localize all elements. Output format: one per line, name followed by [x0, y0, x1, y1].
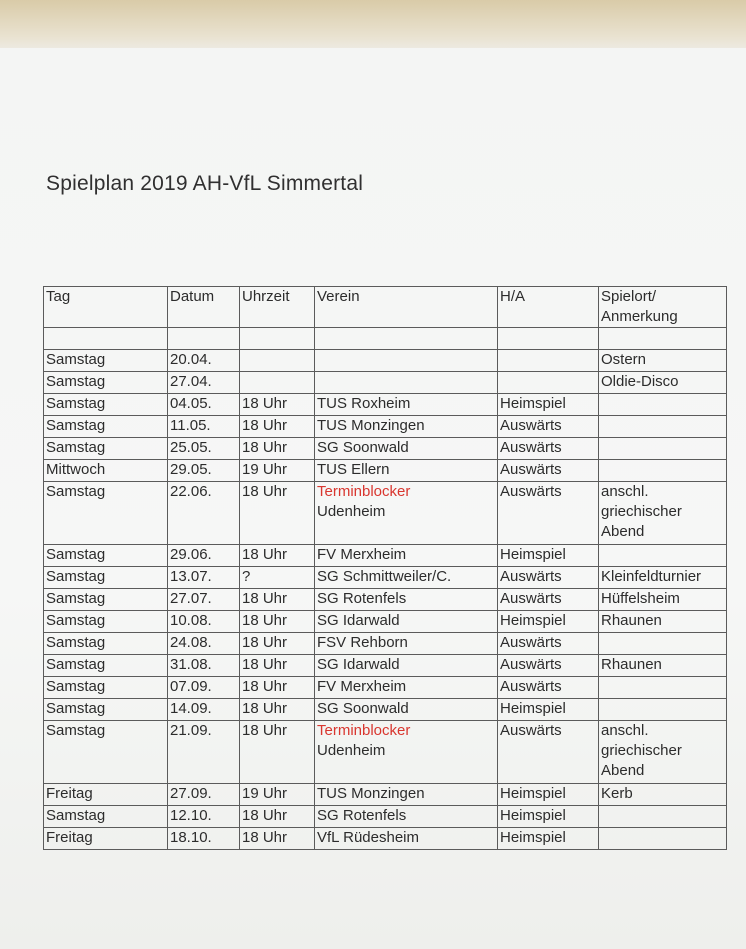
cell-datum: 07.09. [168, 677, 240, 699]
table-row [44, 611, 727, 633]
cell-verein [315, 611, 498, 633]
header-spielort: Spielort/ Anmerkung [599, 287, 727, 328]
cell-datum: 13.07. [168, 567, 240, 589]
table-row [44, 460, 727, 482]
club-name-secondary: Udenheim [317, 503, 386, 520]
cell-ha: Auswärts [498, 482, 599, 545]
cell-ha: Heimspiel [498, 784, 599, 806]
cell-spielort [599, 699, 727, 721]
schedule-table [43, 286, 727, 850]
cell-datum: 18.10. [168, 828, 240, 850]
cell-tag: Samstag [44, 806, 168, 828]
cell-spielort: Kleinfeldturnier [599, 567, 727, 589]
cell-datum: 27.04. [168, 372, 240, 394]
cell-spielort [599, 828, 727, 850]
club-name: TUS Monzingen [317, 417, 425, 434]
cell-ha: Heimspiel [498, 394, 599, 416]
cell-verein [315, 567, 498, 589]
cell-uhrzeit: 18 Uhr [240, 545, 315, 567]
cell-datum: 04.05. [168, 394, 240, 416]
club-name: Terminblocker [317, 483, 411, 500]
empty-cell [44, 328, 168, 350]
cell-ha: Auswärts [498, 655, 599, 677]
header-verein: Verein [315, 287, 498, 328]
cell-tag: Samstag [44, 677, 168, 699]
cell-uhrzeit: 18 Uhr [240, 633, 315, 655]
cell-ha: Heimspiel [498, 806, 599, 828]
cell-verein [315, 482, 498, 545]
club-name: FSV Rehborn [317, 634, 408, 651]
cell-spielort [599, 460, 727, 482]
cell-verein [315, 372, 498, 394]
table-row [44, 784, 727, 806]
cell-verein [315, 416, 498, 438]
cell-ha: Auswärts [498, 633, 599, 655]
club-name: SG Soonwald [317, 439, 409, 456]
cell-uhrzeit: 18 Uhr [240, 611, 315, 633]
cell-uhrzeit [240, 350, 315, 372]
cell-spielort: Rhaunen [599, 655, 727, 677]
cell-tag: Samstag [44, 633, 168, 655]
empty-row [44, 328, 727, 350]
table-row [44, 438, 727, 460]
club-name: FV Merxheim [317, 546, 407, 563]
cell-ha: Heimspiel [498, 611, 599, 633]
cell-ha: Auswärts [498, 589, 599, 611]
cell-ha: Auswärts [498, 460, 599, 482]
cell-verein [315, 828, 498, 850]
cell-uhrzeit [240, 372, 315, 394]
cell-datum: 14.09. [168, 699, 240, 721]
cell-uhrzeit: 18 Uhr [240, 655, 315, 677]
cell-spielort: Ostern [599, 350, 727, 372]
cell-tag: Freitag [44, 828, 168, 850]
cell-tag: Samstag [44, 394, 168, 416]
table-row [44, 828, 727, 850]
table-row [44, 699, 727, 721]
background-band [0, 0, 746, 52]
cell-verein [315, 699, 498, 721]
cell-datum: 29.05. [168, 460, 240, 482]
cell-tag: Samstag [44, 482, 168, 545]
header-uhrzeit: Uhrzeit [240, 287, 315, 328]
cell-ha [498, 350, 599, 372]
cell-tag: Samstag [44, 655, 168, 677]
cell-ha: Auswärts [498, 438, 599, 460]
cell-ha: Auswärts [498, 721, 599, 784]
cell-uhrzeit: 18 Uhr [240, 806, 315, 828]
club-name: FV Merxheim [317, 678, 407, 695]
cell-tag: Samstag [44, 699, 168, 721]
table-row [44, 350, 727, 372]
cell-datum: 11.05. [168, 416, 240, 438]
cell-tag: Samstag [44, 721, 168, 784]
header-ha: H/A [498, 287, 599, 328]
cell-uhrzeit: 18 Uhr [240, 394, 315, 416]
cell-uhrzeit: 18 Uhr [240, 482, 315, 545]
table-row [44, 482, 727, 545]
cell-verein [315, 350, 498, 372]
cell-uhrzeit: ? [240, 567, 315, 589]
cell-spielort: Oldie-Disco [599, 372, 727, 394]
cell-spielort [599, 677, 727, 699]
cell-uhrzeit: 19 Uhr [240, 784, 315, 806]
cell-tag: Freitag [44, 784, 168, 806]
cell-uhrzeit: 18 Uhr [240, 589, 315, 611]
cell-datum: 31.08. [168, 655, 240, 677]
header-tag: Tag [44, 287, 168, 328]
cell-tag: Samstag [44, 611, 168, 633]
cell-datum: 29.06. [168, 545, 240, 567]
cell-datum: 27.07. [168, 589, 240, 611]
cell-verein [315, 394, 498, 416]
empty-cell [599, 328, 727, 350]
cell-spielort [599, 438, 727, 460]
cell-datum: 22.06. [168, 482, 240, 545]
table-row [44, 806, 727, 828]
cell-uhrzeit: 18 Uhr [240, 721, 315, 784]
cell-ha: Heimspiel [498, 699, 599, 721]
table-row [44, 589, 727, 611]
cell-uhrzeit: 19 Uhr [240, 460, 315, 482]
cell-spielort [599, 416, 727, 438]
cell-tag: Samstag [44, 567, 168, 589]
cell-tag: Samstag [44, 589, 168, 611]
cell-verein [315, 655, 498, 677]
cell-verein [315, 589, 498, 611]
cell-ha [498, 372, 599, 394]
cell-verein [315, 460, 498, 482]
cell-uhrzeit: 18 Uhr [240, 677, 315, 699]
empty-cell [315, 328, 498, 350]
club-name: SG Rotenfels [317, 590, 407, 607]
cell-ha: Auswärts [498, 567, 599, 589]
table-row [44, 721, 727, 784]
cell-spielort: anschl. griechischer Abend [599, 482, 727, 545]
empty-cell [168, 328, 240, 350]
club-name: TUS Ellern [317, 461, 390, 478]
club-name: SG Schmittweiler/C. [317, 568, 452, 585]
table-row [44, 545, 727, 567]
document-title: Spielplan 2019 AH-VfL Simmertal [46, 172, 364, 195]
cell-datum: 10.08. [168, 611, 240, 633]
empty-cell [240, 328, 315, 350]
table-row [44, 416, 727, 438]
club-name: TUS Monzingen [317, 785, 425, 802]
club-name-secondary: Udenheim [317, 742, 386, 759]
club-name: VfL Rüdesheim [317, 829, 419, 846]
cell-verein [315, 784, 498, 806]
cell-spielort [599, 394, 727, 416]
table-row [44, 394, 727, 416]
cell-tag: Samstag [44, 438, 168, 460]
table-row [44, 372, 727, 394]
cell-datum: 12.10. [168, 806, 240, 828]
table-row [44, 633, 727, 655]
cell-uhrzeit: 18 Uhr [240, 699, 315, 721]
cell-tag: Samstag [44, 350, 168, 372]
cell-spielort [599, 633, 727, 655]
header-row [44, 287, 727, 328]
cell-ha: Auswärts [498, 677, 599, 699]
cell-datum: 21.09. [168, 721, 240, 784]
table-row [44, 677, 727, 699]
cell-spielort: Rhaunen [599, 611, 727, 633]
club-name: TUS Roxheim [317, 395, 411, 412]
cell-verein [315, 633, 498, 655]
cell-uhrzeit: 18 Uhr [240, 438, 315, 460]
cell-ha: Heimspiel [498, 545, 599, 567]
club-name: SG Soonwald [317, 700, 409, 717]
empty-cell [498, 328, 599, 350]
cell-tag: Mittwoch [44, 460, 168, 482]
cell-datum: 25.05. [168, 438, 240, 460]
cell-spielort: Kerb [599, 784, 727, 806]
cell-verein [315, 721, 498, 784]
cell-verein [315, 806, 498, 828]
table-row [44, 655, 727, 677]
cell-datum: 27.09. [168, 784, 240, 806]
cell-datum: 20.04. [168, 350, 240, 372]
header-datum: Datum [168, 287, 240, 328]
cell-spielort: Hüffelsheim [599, 589, 727, 611]
cell-datum: 24.08. [168, 633, 240, 655]
cell-spielort: anschl. griechischer Abend [599, 721, 727, 784]
cell-uhrzeit: 18 Uhr [240, 416, 315, 438]
club-name: SG Idarwald [317, 656, 400, 673]
cell-ha: Auswärts [498, 416, 599, 438]
club-name: Terminblocker [317, 722, 411, 739]
cell-spielort [599, 545, 727, 567]
cell-verein [315, 545, 498, 567]
cell-tag: Samstag [44, 416, 168, 438]
cell-verein [315, 677, 498, 699]
cell-tag: Samstag [44, 372, 168, 394]
club-name: SG Idarwald [317, 612, 400, 629]
club-name: SG Rotenfels [317, 807, 407, 824]
cell-ha: Heimspiel [498, 828, 599, 850]
cell-spielort [599, 806, 727, 828]
table-row [44, 567, 727, 589]
cell-tag: Samstag [44, 545, 168, 567]
cell-uhrzeit: 18 Uhr [240, 828, 315, 850]
cell-verein [315, 438, 498, 460]
